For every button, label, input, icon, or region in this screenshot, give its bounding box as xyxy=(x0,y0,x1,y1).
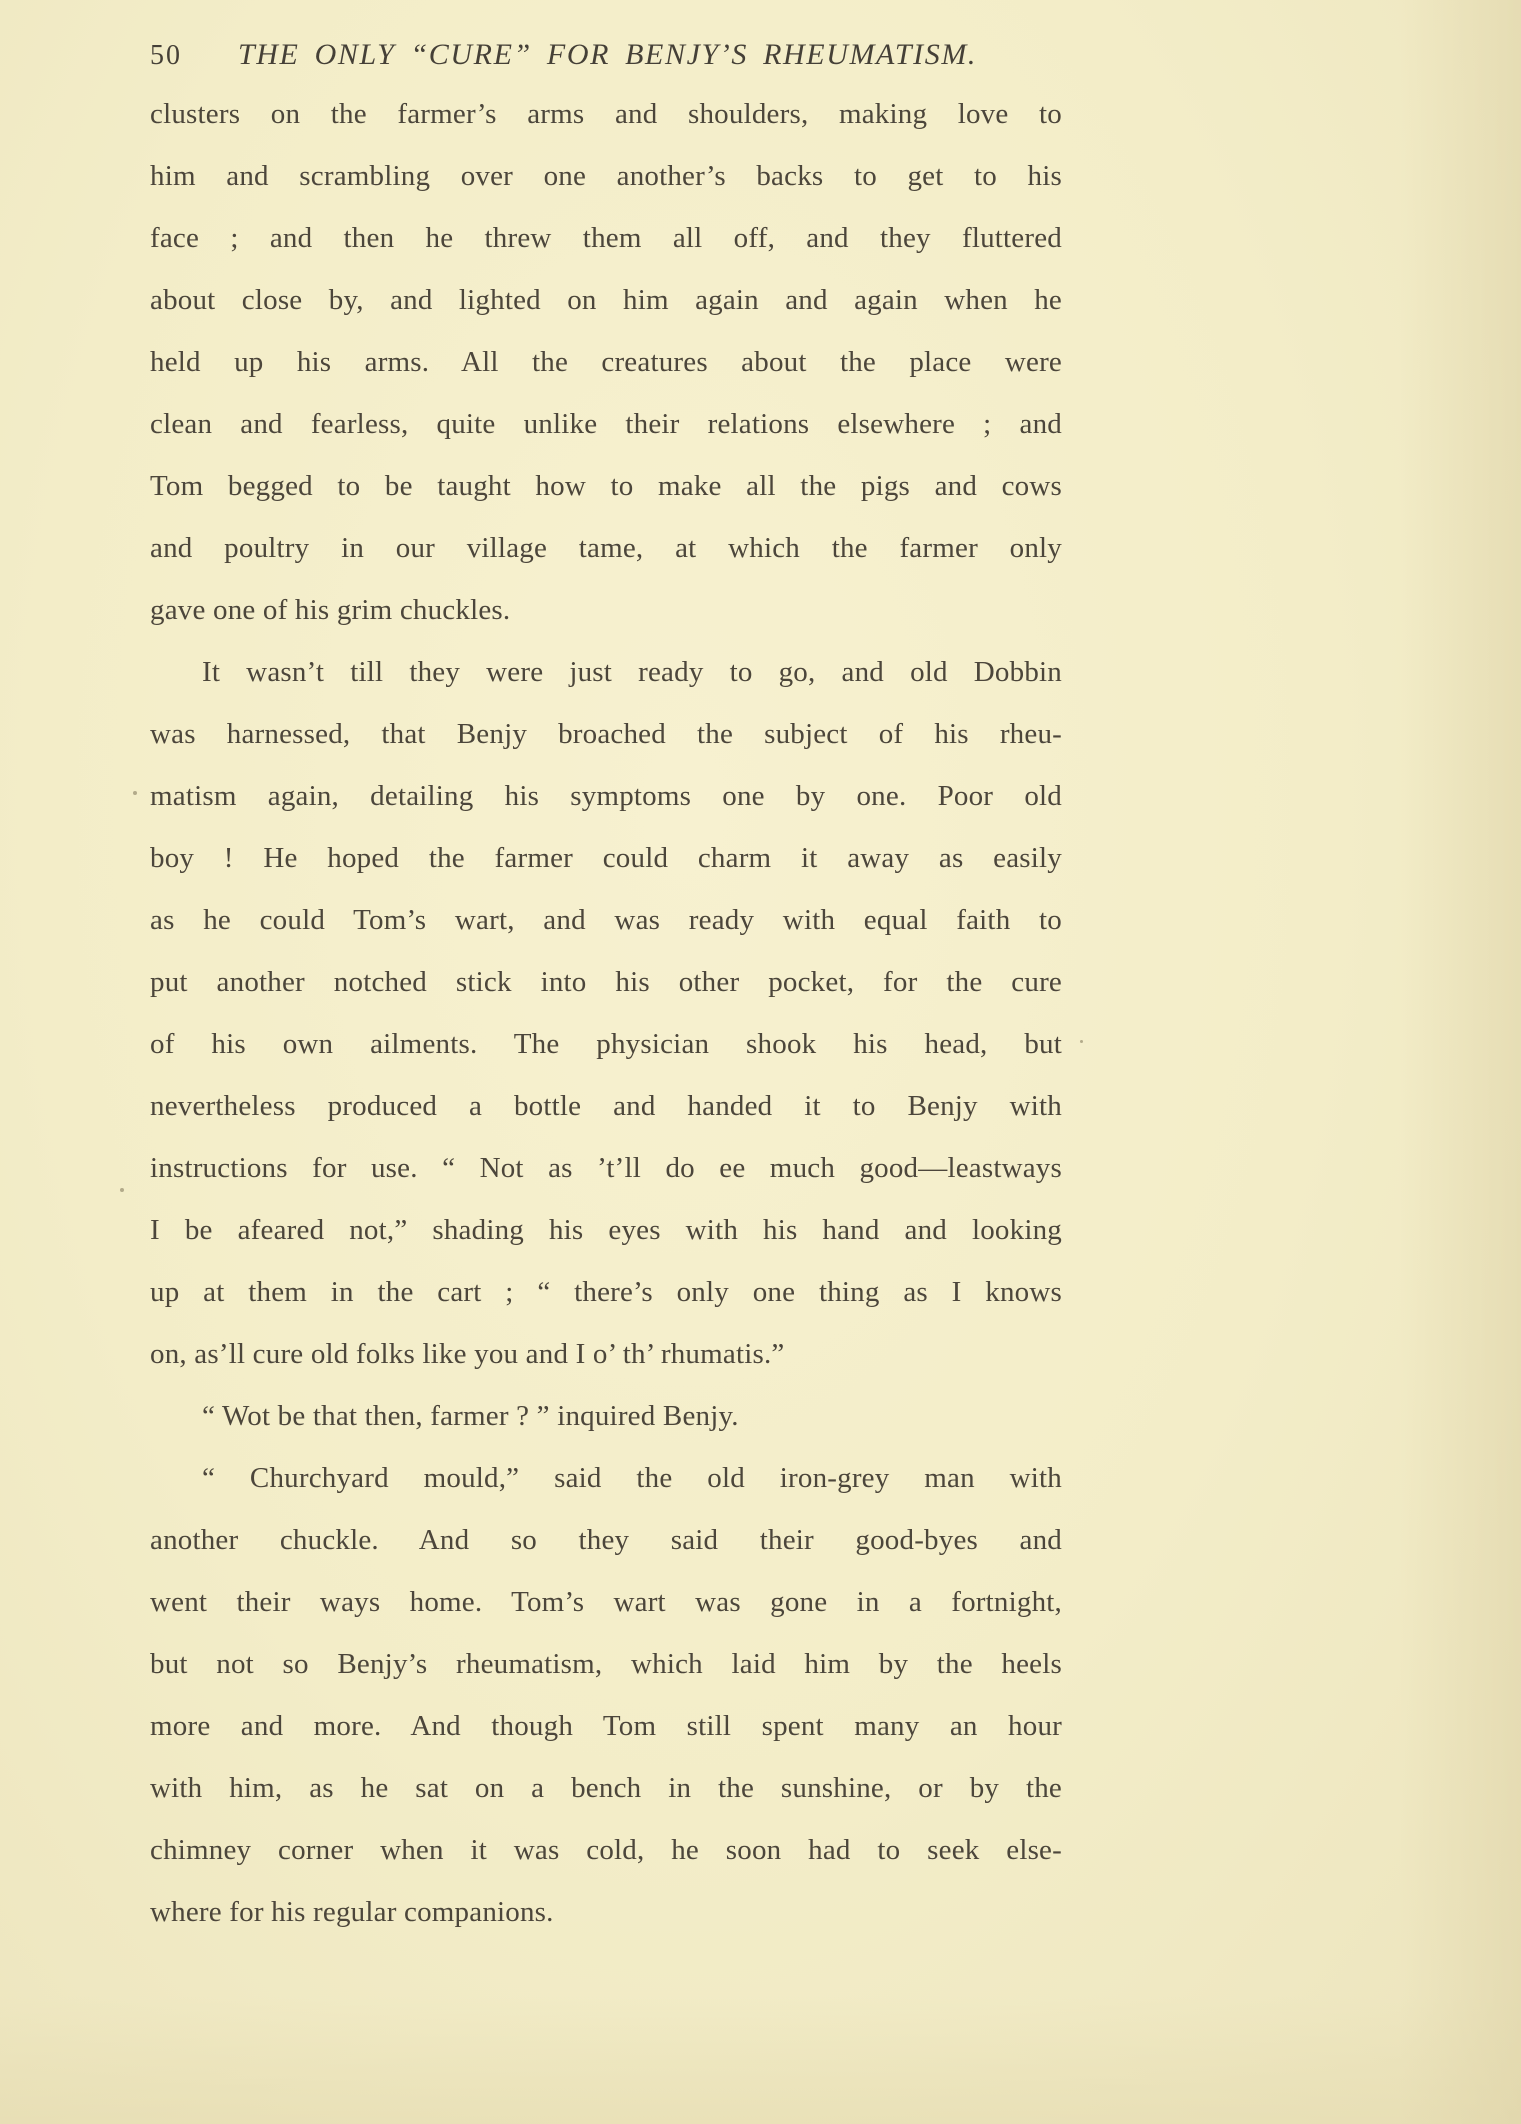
page-header xyxy=(150,38,1062,72)
page-number: 50 xyxy=(150,40,182,71)
text-line: instructions for use. “ Not as ’t’ll do ee much good—leastways xyxy=(150,1152,1062,1184)
text-line: about close by, and lighted on him again and again when he xyxy=(150,284,1062,316)
text-line: was harnessed, that Benjy broached the subject of his rheu- xyxy=(150,718,1062,750)
text-line: matism again, detailing his symptoms one by one. Poor old xyxy=(150,780,1062,812)
paper-speck xyxy=(133,791,137,795)
text-line: Tom begged to be taught how to make all the pigs and cows xyxy=(150,470,1062,502)
text-line: “ Churchyard mould,” said the old iron-grey man with xyxy=(202,1462,1062,1494)
paragraph xyxy=(150,1447,1062,1943)
text-line: where for his regular companions. xyxy=(150,1896,554,1928)
paragraph xyxy=(150,1385,1062,1447)
text-line: but not so Benjy’s rheumatism, which laid him by the heels xyxy=(150,1648,1062,1680)
text-line: more and more. And though Tom still spent many an hour xyxy=(150,1710,1062,1742)
text-line: clusters on the farmer’s arms and shoulders, making love to xyxy=(150,98,1062,130)
text-line: It wasn’t till they were just ready to go, and old Dobbin xyxy=(202,656,1062,688)
text-line: chimney corner when it was cold, he soon had to seek else- xyxy=(150,1834,1062,1866)
text-line: with him, as he sat on a bench in the sunshine, or by the xyxy=(150,1772,1062,1804)
text-line: put another notched stick into his other pocket, for the cure xyxy=(150,966,1062,998)
text-line: on, as’ll cure old folks like you and I o’ th’ rhumatis.” xyxy=(150,1338,785,1370)
paper-speck xyxy=(120,1188,124,1192)
text-line: up at them in the cart ; “ there’s only one thing as I knows xyxy=(150,1276,1062,1308)
paragraph xyxy=(150,641,1062,1385)
page-text xyxy=(150,83,1062,1943)
text-line: clean and fearless, quite unlike their relations elsewhere ; and xyxy=(150,408,1062,440)
text-line: and poultry in our village tame, at which the farmer only xyxy=(150,532,1062,564)
text-line: “ Wot be that then, farmer ? ” inquired Benjy. xyxy=(202,1400,739,1432)
text-line: of his own ailments. The physician shook his head, but xyxy=(150,1028,1062,1060)
text-line: him and scrambling over one another’s backs to get to his xyxy=(150,160,1062,192)
text-line: held up his arms. All the creatures about the place were xyxy=(150,346,1062,378)
text-line: nevertheless produced a bottle and handed it to Benjy with xyxy=(150,1090,1062,1122)
text-line: I be afeared not,” shading his eyes with his hand and looking xyxy=(150,1214,1062,1246)
running-header: THE ONLY “CURE” FOR BENJY’S RHEUMATISM. xyxy=(238,38,978,71)
text-line: face ; and then he threw them all off, and they fluttered xyxy=(150,222,1062,254)
text-line: another chuckle. And so they said their good-byes and xyxy=(150,1524,1062,1556)
text-line: gave one of his grim chuckles. xyxy=(150,594,511,626)
text-line: as he could Tom’s wart, and was ready with equal faith to xyxy=(150,904,1062,936)
paragraph xyxy=(150,83,1062,641)
text-line: boy ! He hoped the farmer could charm it away as easily xyxy=(150,842,1062,874)
text-line: went their ways home. Tom’s wart was gone in a fortnight, xyxy=(150,1586,1062,1618)
paper-speck xyxy=(1080,1040,1083,1043)
